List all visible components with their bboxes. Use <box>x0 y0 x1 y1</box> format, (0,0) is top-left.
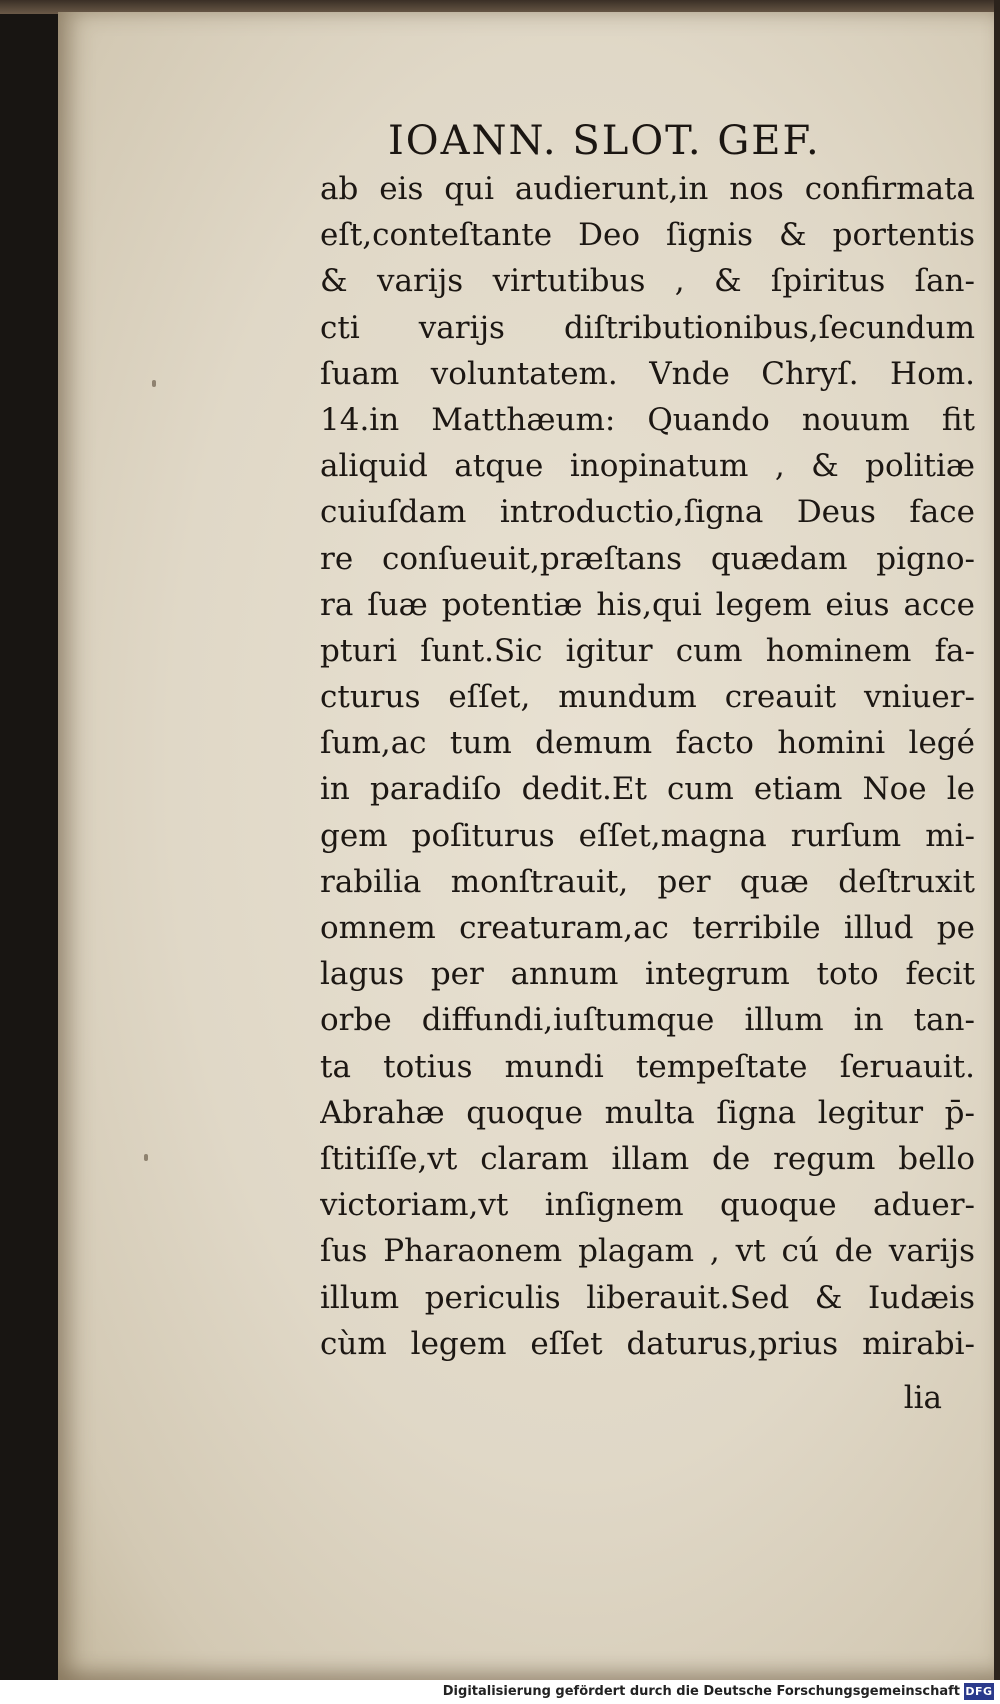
text-line: cti varijs diſtributionibus,ſecundum <box>320 309 975 346</box>
body-text <box>320 166 975 1367</box>
text-line: ſuam voluntatem. Vnde Chryſ. Hom. <box>320 355 975 392</box>
digitization-footer <box>0 1680 1000 1704</box>
text-line: in paradiſo dedit.Et cum etiam Noe le <box>320 771 975 808</box>
text-line: cuiuſdam introductio,ſigna Deus face <box>320 494 975 531</box>
page-right-edge <box>994 0 1000 1680</box>
text-line: pturi ſunt.Sic igitur cum hominem fa- <box>320 632 975 669</box>
text-line: ſtitiſſe,vt claram illam de regum bello <box>320 1140 975 1177</box>
funding-credit: Digitalisierung gefördert durch die Deutsche Forschungsgemeinschaft <box>442 1684 960 1699</box>
text-line: ra ſuæ potentiæ his,qui legem eius acce <box>320 586 975 623</box>
running-head: IOANN. SLOT. GEF. <box>388 118 821 164</box>
text-line: gem poſiturus eſſet,magna rurſum mi- <box>320 817 975 854</box>
text-line: eſt,conteſtante Deo ſignis & portentis <box>320 217 975 254</box>
text-line: illum periculis liberauit.Sed & Iudæis <box>320 1279 975 1316</box>
text-line: Abrahæ quoque multa ſigna legitur p̄- <box>320 1094 975 1131</box>
margin-speck <box>152 380 156 387</box>
text-line: re conſueuit,præſtans quædam pigno- <box>320 540 975 577</box>
dfg-logo-icon: DFG <box>965 1685 993 1698</box>
text-line: ſum,ac tum demum facto homini legé <box>320 725 975 762</box>
text-line: cturus eſſet, mundum creauit vniuer- <box>320 679 975 716</box>
text-line: ta totius mundi tempeſtate ſeruauit. <box>320 1048 975 1085</box>
text-line: omnem creaturam,ac terribile illud pe <box>320 910 975 946</box>
catchword: lia <box>903 1380 942 1416</box>
text-line: cùm legem eſſet daturus,prius mirabi- <box>320 1325 975 1362</box>
margin-speck <box>144 1154 148 1161</box>
text-line: 14.in Matthæum: Quando nouum fit <box>320 401 975 438</box>
text-line: orbe diffundi,iuſtumque illum in tan- <box>320 1002 975 1039</box>
text-line: rabilia monſtrauit, per quæ deſtruxit <box>320 863 975 900</box>
text-line: lagus per annum integrum toto fecit <box>320 956 975 993</box>
text-line: victoriam,vt inſignem quoque aduer- <box>320 1187 975 1224</box>
text-line: & varijs virtutibus , & ſpiritus ſan- <box>320 263 975 300</box>
text-line: aliquid atque inopinatum , & politiæ <box>320 448 975 485</box>
text-line: ſus Pharaonem plagam , vt cú de varijs <box>320 1233 975 1270</box>
text-line: ab eis qui audierunt,in nos confirmata <box>320 171 975 207</box>
